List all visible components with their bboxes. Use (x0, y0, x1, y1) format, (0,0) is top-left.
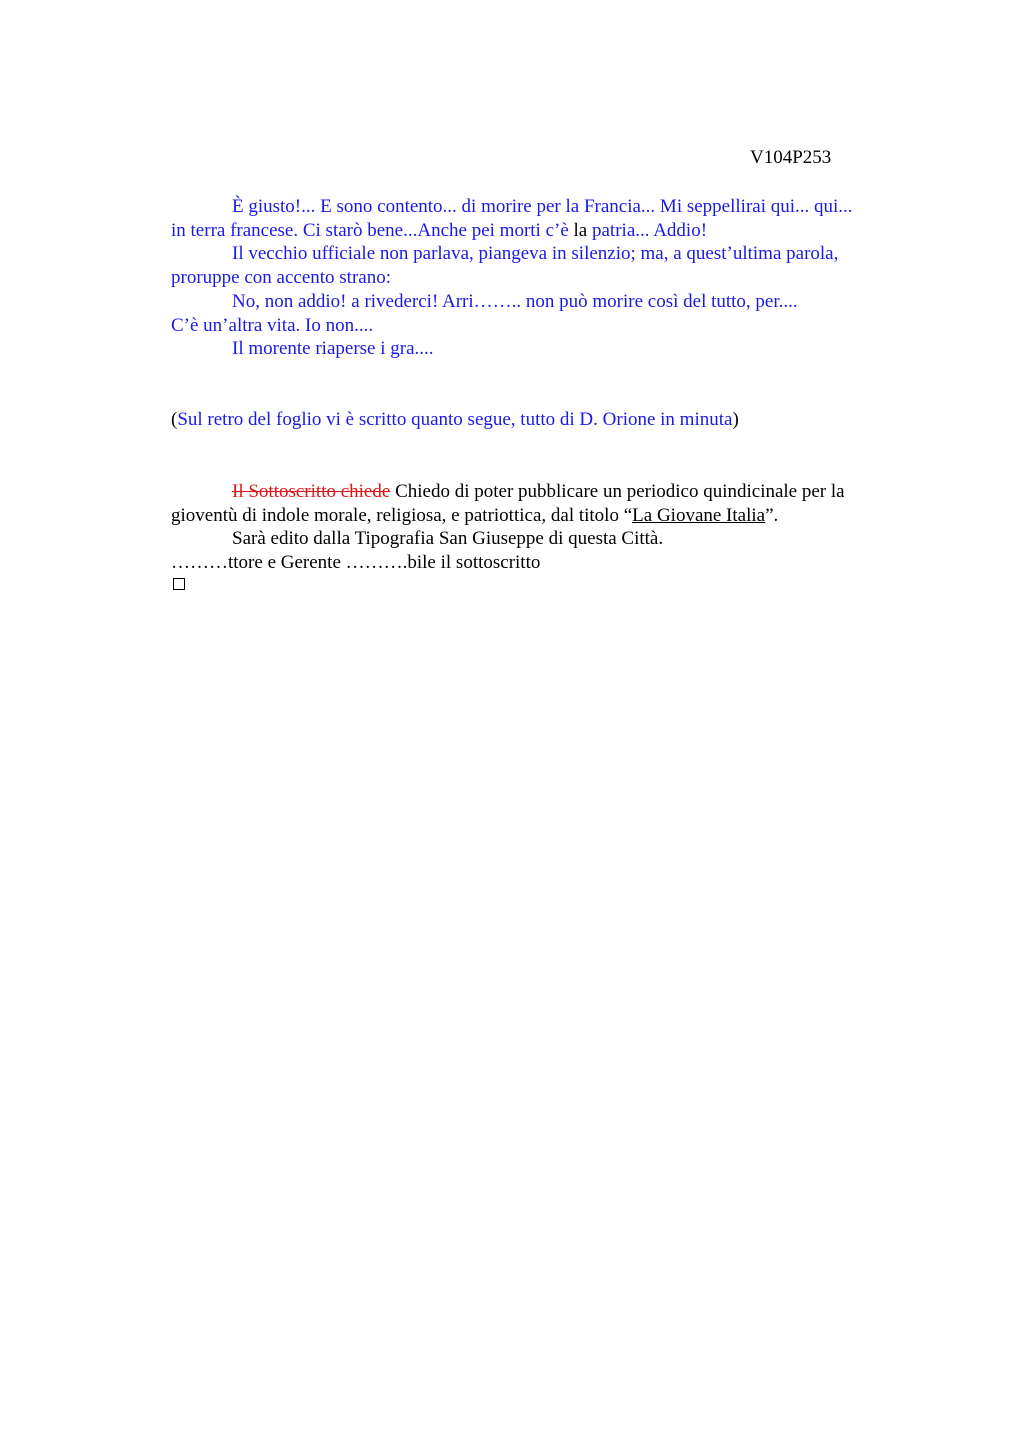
editorial-note (171, 408, 911, 432)
note-open-paren: ( (171, 409, 178, 430)
story-line-5-text: No, non addio! a rivederci! Arri…….. non può morire così del tutto, per.... (232, 290, 798, 312)
request-paragraph (171, 480, 911, 575)
story-line-5 (171, 290, 911, 314)
checkbox-square-icon (173, 578, 185, 590)
request-line-2 (171, 504, 911, 528)
periodical-title: La Giovane Italia (632, 504, 766, 526)
story-line-1 (171, 195, 911, 219)
story-line-3 (171, 242, 911, 266)
story-line-6: C’è un’altra vita. Io non.... (171, 314, 374, 336)
story-line-2 (171, 219, 911, 243)
request-line-2-text-a: gioventù di indole morale, religiosa, e patriottica, dal titolo “ (171, 504, 633, 526)
request-line-3-text: Sarà edito dalla Tipografia San Giuseppe di questa Città. (232, 528, 664, 550)
story-line-1-text: È giusto!... E sono contento... di morire per la Francia... Mi seppellirai qui... qui... (232, 196, 853, 217)
story-line-2-text-a: in terra francese. Ci starò bene...Anche pei morti c’è (171, 219, 574, 241)
story-line-2-black-word: la (573, 219, 588, 241)
story-line-7 (171, 337, 911, 361)
request-line-3 (171, 527, 911, 551)
story-paragraph (171, 195, 911, 361)
story-line-3-text: Il vecchio ufficiale non parlava, piangeva in silenzio; ma, a quest’ultima parola, (232, 243, 839, 265)
struck-deletion: Il Sottoscritto chiede (232, 481, 391, 502)
request-line-1-text: Chiedo di poter pubblicare un periodico quindicinale per la (390, 481, 845, 502)
request-line-2-text-b: ”. (765, 504, 779, 526)
story-line-2-text-b: patria... Addio! (587, 219, 708, 241)
story-line-7-text: Il morente riaperse i gra.... (232, 338, 434, 360)
request-line-1 (171, 480, 911, 504)
request-line-4: ………ttore e Gerente ……….bile il sottoscritto (171, 552, 541, 574)
note-close-paren: ) (732, 409, 739, 430)
page-code: V104P253 (750, 147, 832, 168)
story-line-4: proruppe con accento strano: (171, 267, 391, 289)
note-text: Sul retro del foglio vi è scritto quanto segue, tutto di D. Orione in minuta (177, 409, 733, 430)
